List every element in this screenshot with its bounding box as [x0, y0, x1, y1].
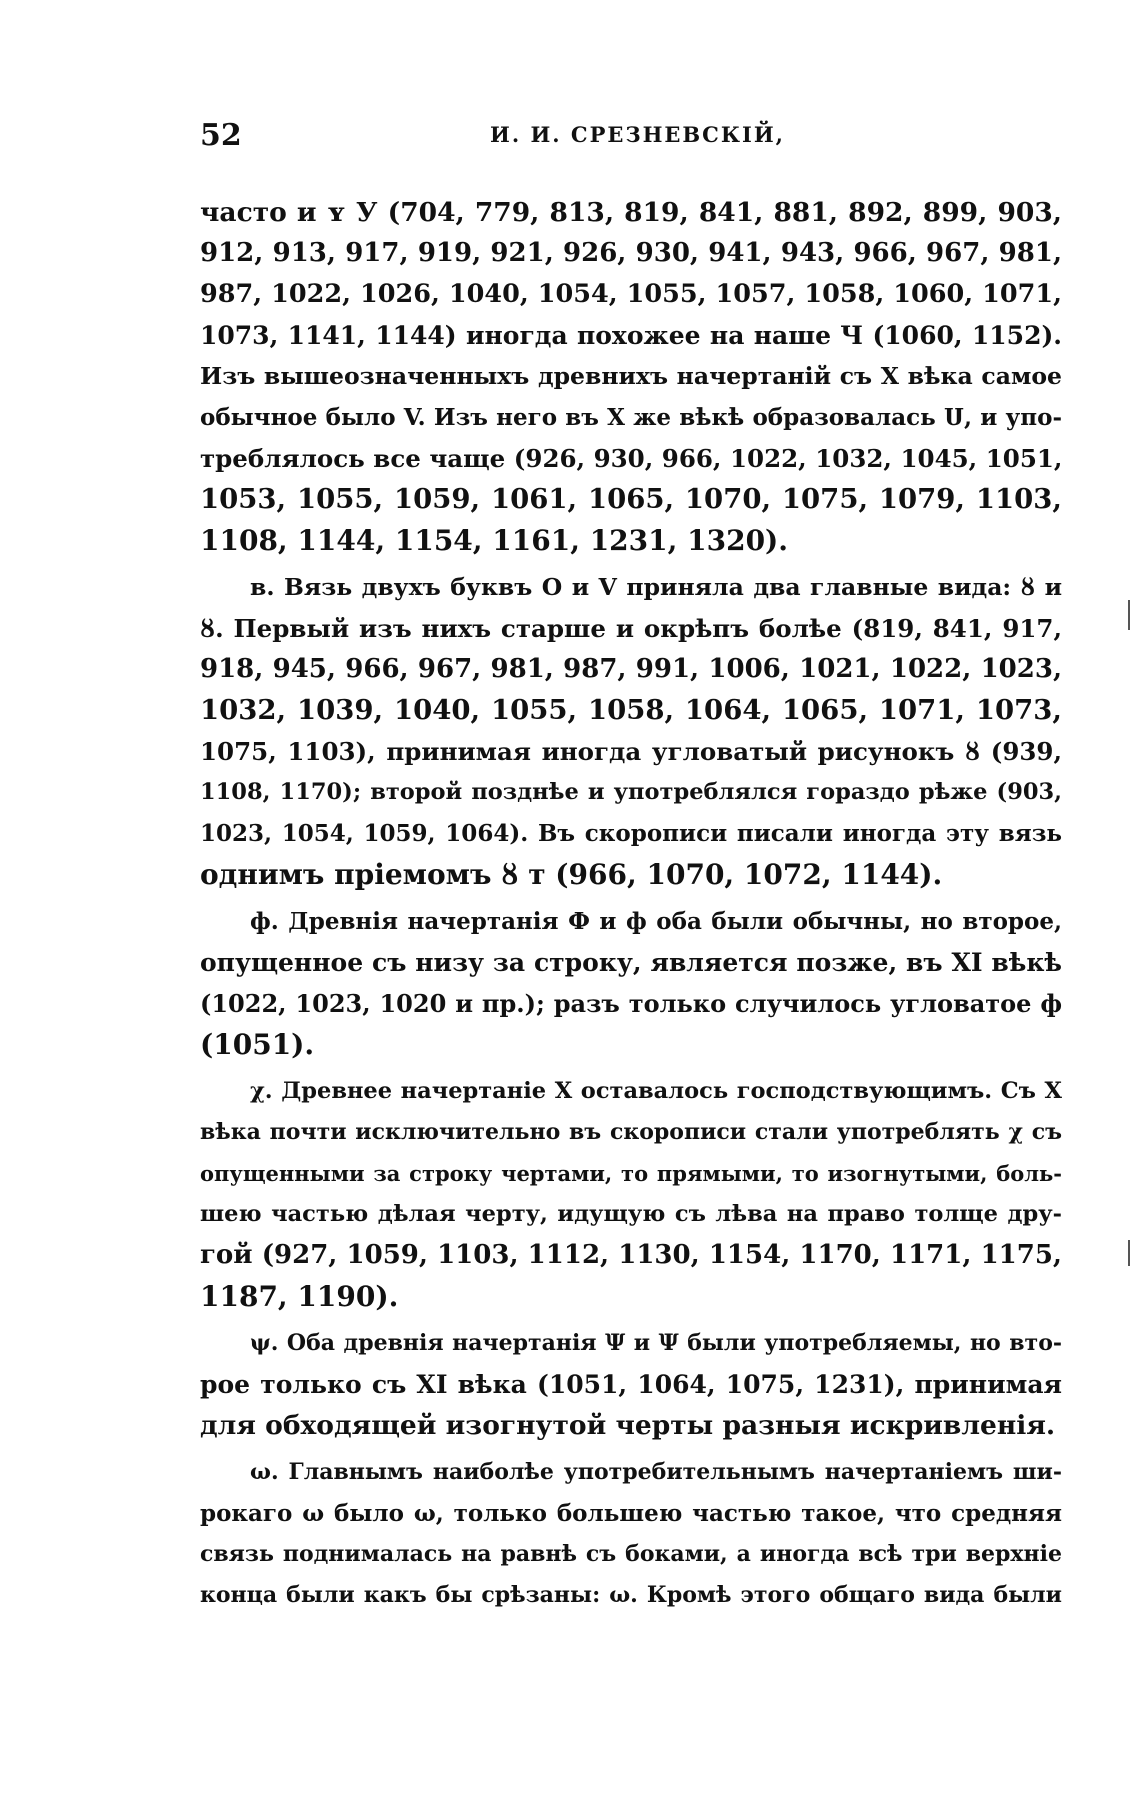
scan-edge-mark: [1128, 1240, 1130, 1266]
text-line: (1051).: [200, 1028, 315, 1061]
text-line: связь поднималась на равнѣ съ боками, а иногда всѣ три верхніе: [200, 1541, 1062, 1567]
text-line: 987, 1022, 1026, 1040, 1054, 1055, 1057, 1058, 1060, 1071,: [200, 279, 1062, 309]
text-line: χ. Древнее начертаніе Х оставалось господствующимъ. Съ X: [250, 1078, 1062, 1104]
paragraph-omega: [200, 1452, 1062, 1616]
paragraph-chi: [200, 1071, 1062, 1317]
paragraph-ou-ligature: [200, 567, 1062, 895]
text-line: 1075, 1103), принимая иногда угловатый рисунокъ ȣ (939,: [200, 737, 1062, 766]
text-line: однимъ пріемомъ ȣ т (966, 1070, 1072, 1144).: [200, 858, 943, 891]
text-line: конца были какъ бы срѣзаны: ω. Кромѣ этого общаго вида были: [200, 1582, 1062, 1608]
page-number: 52: [200, 118, 242, 153]
text-line: шею частью дѣлая черту, идущую съ лѣва на право толще дру-: [200, 1201, 1062, 1227]
text-line: часто и ʏ У (704, 779, 813, 819, 841, 881, 892, 899, 903,: [200, 197, 1062, 228]
body-text: [200, 192, 1062, 1622]
scan-edge-mark: [1128, 600, 1130, 630]
text-line: рое только съ XI вѣка (1051, 1064, 1075, 1231), принимая: [200, 1370, 1062, 1399]
text-line: рокаго ω было ω, только большею частью такое, что средняя: [200, 1500, 1062, 1527]
text-line: 1108, 1144, 1154, 1161, 1231, 1320).: [200, 524, 789, 557]
text-line: 1187, 1190).: [200, 1280, 399, 1313]
page-header: [200, 118, 1062, 158]
text-line: ȣ. Первый изъ нихъ старше и окрѣпъ болѣе (819, 841, 917,: [200, 614, 1062, 643]
text-line: опущенными за строку чертами, то прямыми, то изогнутыми, боль-: [200, 1161, 1062, 1186]
text-line: 1023, 1054, 1059, 1064). Въ скорописи писали иногда эту вязь: [200, 820, 1062, 847]
paragraph-psi: [200, 1323, 1062, 1446]
text-line: 912, 913, 917, 919, 921, 926, 930, 941, 943, 966, 967, 981,: [200, 238, 1062, 268]
text-line: треблялось все чаще (926, 930, 966, 1022, 1032, 1045, 1051,: [200, 444, 1062, 473]
text-line: Изъ вышеозначенныхъ древнихъ начертаній съ X вѣка самое: [200, 362, 1062, 390]
text-line: для обходящей изогнутой черты разныя искривленія.: [200, 1410, 1056, 1441]
text-line: 1073, 1141, 1144) иногда похожее на наше Ч (1060, 1152).: [200, 321, 1062, 350]
text-line: 1032, 1039, 1040, 1055, 1058, 1064, 1065, 1071, 1073,: [200, 694, 1062, 726]
text-line: (1022, 1023, 1020 и пр.); разъ только случилось угловатое ф: [200, 989, 1062, 1018]
text-line: 1108, 1170); второй позднѣе и употреблялся гораздо рѣже (903,: [200, 779, 1062, 805]
running-title: И. И. СРЕЗНЕВСКІЙ,: [490, 122, 785, 147]
text-line: вѣка почти исключительно въ скорописи стали употреблять χ съ: [200, 1119, 1062, 1145]
text-line: 918, 945, 966, 967, 981, 987, 991, 1006, 1021, 1022, 1023,: [200, 654, 1062, 684]
text-line: ф. Древнія начертанія Ф и ф оба были обычны, но второе,: [250, 908, 1062, 935]
text-line: опущенное съ низу за строку, является позже, въ XI вѣкѣ: [200, 948, 1062, 977]
paragraph-phi: [200, 901, 1062, 1065]
paragraph: [200, 192, 1062, 561]
text-line: ω. Главнымъ наиболѣе употребительнымъ начертаніемъ ши-: [250, 1459, 1062, 1485]
text-line: гой (927, 1059, 1103, 1112, 1130, 1154, 1170, 1171, 1175,: [200, 1240, 1062, 1270]
text-line: 1053, 1055, 1059, 1061, 1065, 1070, 1075, 1079, 1103,: [200, 483, 1062, 515]
text-line: ψ. Оба древнія начертанія Ψ и Ψ были употребляемы, но вто-: [250, 1330, 1062, 1356]
text-line: в. Вязь двухъ буквъ О и V приняла два главные вида: ȣ и: [250, 573, 1062, 601]
text-line: обычное было V. Изъ него въ X же вѣкѣ образовалась Ս, и упо-: [200, 404, 1062, 431]
